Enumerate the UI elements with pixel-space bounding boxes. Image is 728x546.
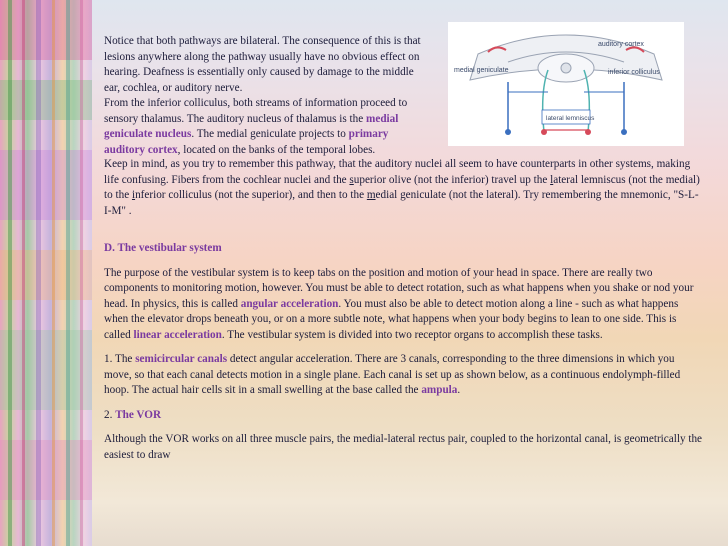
mnemonic-text-4: nferior colliculus (not the superior), and then to the xyxy=(135,189,367,201)
thalamus-paragraph xyxy=(104,96,422,158)
item1-end: . xyxy=(457,384,461,396)
mnemonic-text-5: edial geniculate (not the lateral). Try remembering the mnemonic, "S-L-I-M" . xyxy=(104,189,699,217)
item1-text: detect angular acceleration. There are 3 canals, corresponding to the three dimensions in which you move, so that each canal detects motion in a single plane. Each canal is set up as shown below, as a continuous endolymph-filled hoop. The actual hair cells sit in a small swelling at the base called the xyxy=(104,353,681,396)
medial-geniculate-term: medial geniculate nucleus xyxy=(104,112,399,140)
mnemonic-letter-s: s xyxy=(349,173,354,186)
mnemonic-block xyxy=(104,157,704,219)
vestibular-text-3: . The vestibular system is divided into two receptor organs to accomplish these tasks. xyxy=(221,328,603,341)
item2-number: 2. xyxy=(104,408,116,421)
angular-acceleration-term: angular acceleration xyxy=(240,297,339,310)
mnemonic-letter-i: i xyxy=(131,189,136,201)
vor-paragraph: Although the VOR works on all three muscle pairs, the medial-lateral rectus pair, coupled to the horizontal canal, is geometrically the easiest to draw xyxy=(104,433,703,461)
bilateral-paragraph: Notice that both pathways are bilateral. The consequence of this is that lesions anywhere along the pathway usually have no obvious effect on hearing. Deafness is essentially only caused by damage to the middle ear, cochlea, or auditory nerve. xyxy=(104,35,421,94)
label-medial-geniculate: medial geniculate xyxy=(454,67,509,74)
mnemonic-letter-m: m xyxy=(366,189,376,201)
primary-auditory-cortex-term: primary auditory cortex xyxy=(104,128,389,156)
item1-number: 1. The xyxy=(104,353,136,365)
auditory-intro-block xyxy=(104,34,422,158)
vor-term: The VOR xyxy=(115,408,162,421)
label-auditory-cortex: auditory cortex xyxy=(598,41,644,48)
ampula-term: ampula xyxy=(421,384,458,396)
decorative-strip xyxy=(0,0,92,546)
vestibular-heading: D. The vestibular system xyxy=(104,242,222,254)
thalamus-text-2: . The medial geniculate projects to xyxy=(191,128,349,140)
mnemonic-text-2: uperior olive (not the inferior) travel up the xyxy=(353,173,551,186)
mnemonic-text-3: ateral lemniscus (not the medial) to the xyxy=(104,173,700,201)
mnemonic-paragraph xyxy=(104,157,704,219)
mnemonic-letter-l: l xyxy=(550,173,554,186)
label-lateral-lemniscus: lateral lemniscus xyxy=(546,115,595,122)
vestibular-section xyxy=(104,241,704,472)
vestibular-text-2: . You must also be able to detect motion along a line - such as what happens when the elevator drops beneath you, or on a more subtle note, what happens when your body begins to lean to one side. This is called xyxy=(104,297,679,341)
mnemonic-text-1: Keep in mind, as you try to remember this pathway, that the auditory nuclei all seem to have counterparts in other systems, making life confusing. Fibers from the cochlear nuclei and the xyxy=(104,158,691,186)
vor-heading xyxy=(104,408,704,424)
thalamus-text-1: From the inferior colliculus, both streams of information proceed to sensory thalamus. The auditory nucleus of thalamus is the xyxy=(104,97,408,125)
semicircular-canals-term: semicircular canals xyxy=(135,353,228,365)
linear-acceleration-term: linear acceleration xyxy=(133,328,222,341)
thalamus-text-3: , located on the banks of the temporal lobes. xyxy=(177,143,376,156)
vestibular-text-1: The purpose of the vestibular system is to keep tabs on the position and motion of your head in space. There are really two components to monitoring motion, however. You must be able to detect rotation, such as what happens when you shake or nod your head. In physics, this is called xyxy=(104,266,694,310)
auditory-pathway-diagram xyxy=(448,22,684,146)
label-inferior-colliculus: inferior colliculus xyxy=(608,69,660,76)
semicircular-canals-paragraph xyxy=(104,352,704,399)
vestibular-intro-paragraph xyxy=(104,266,704,344)
auditory-pathway-figure xyxy=(448,22,684,146)
